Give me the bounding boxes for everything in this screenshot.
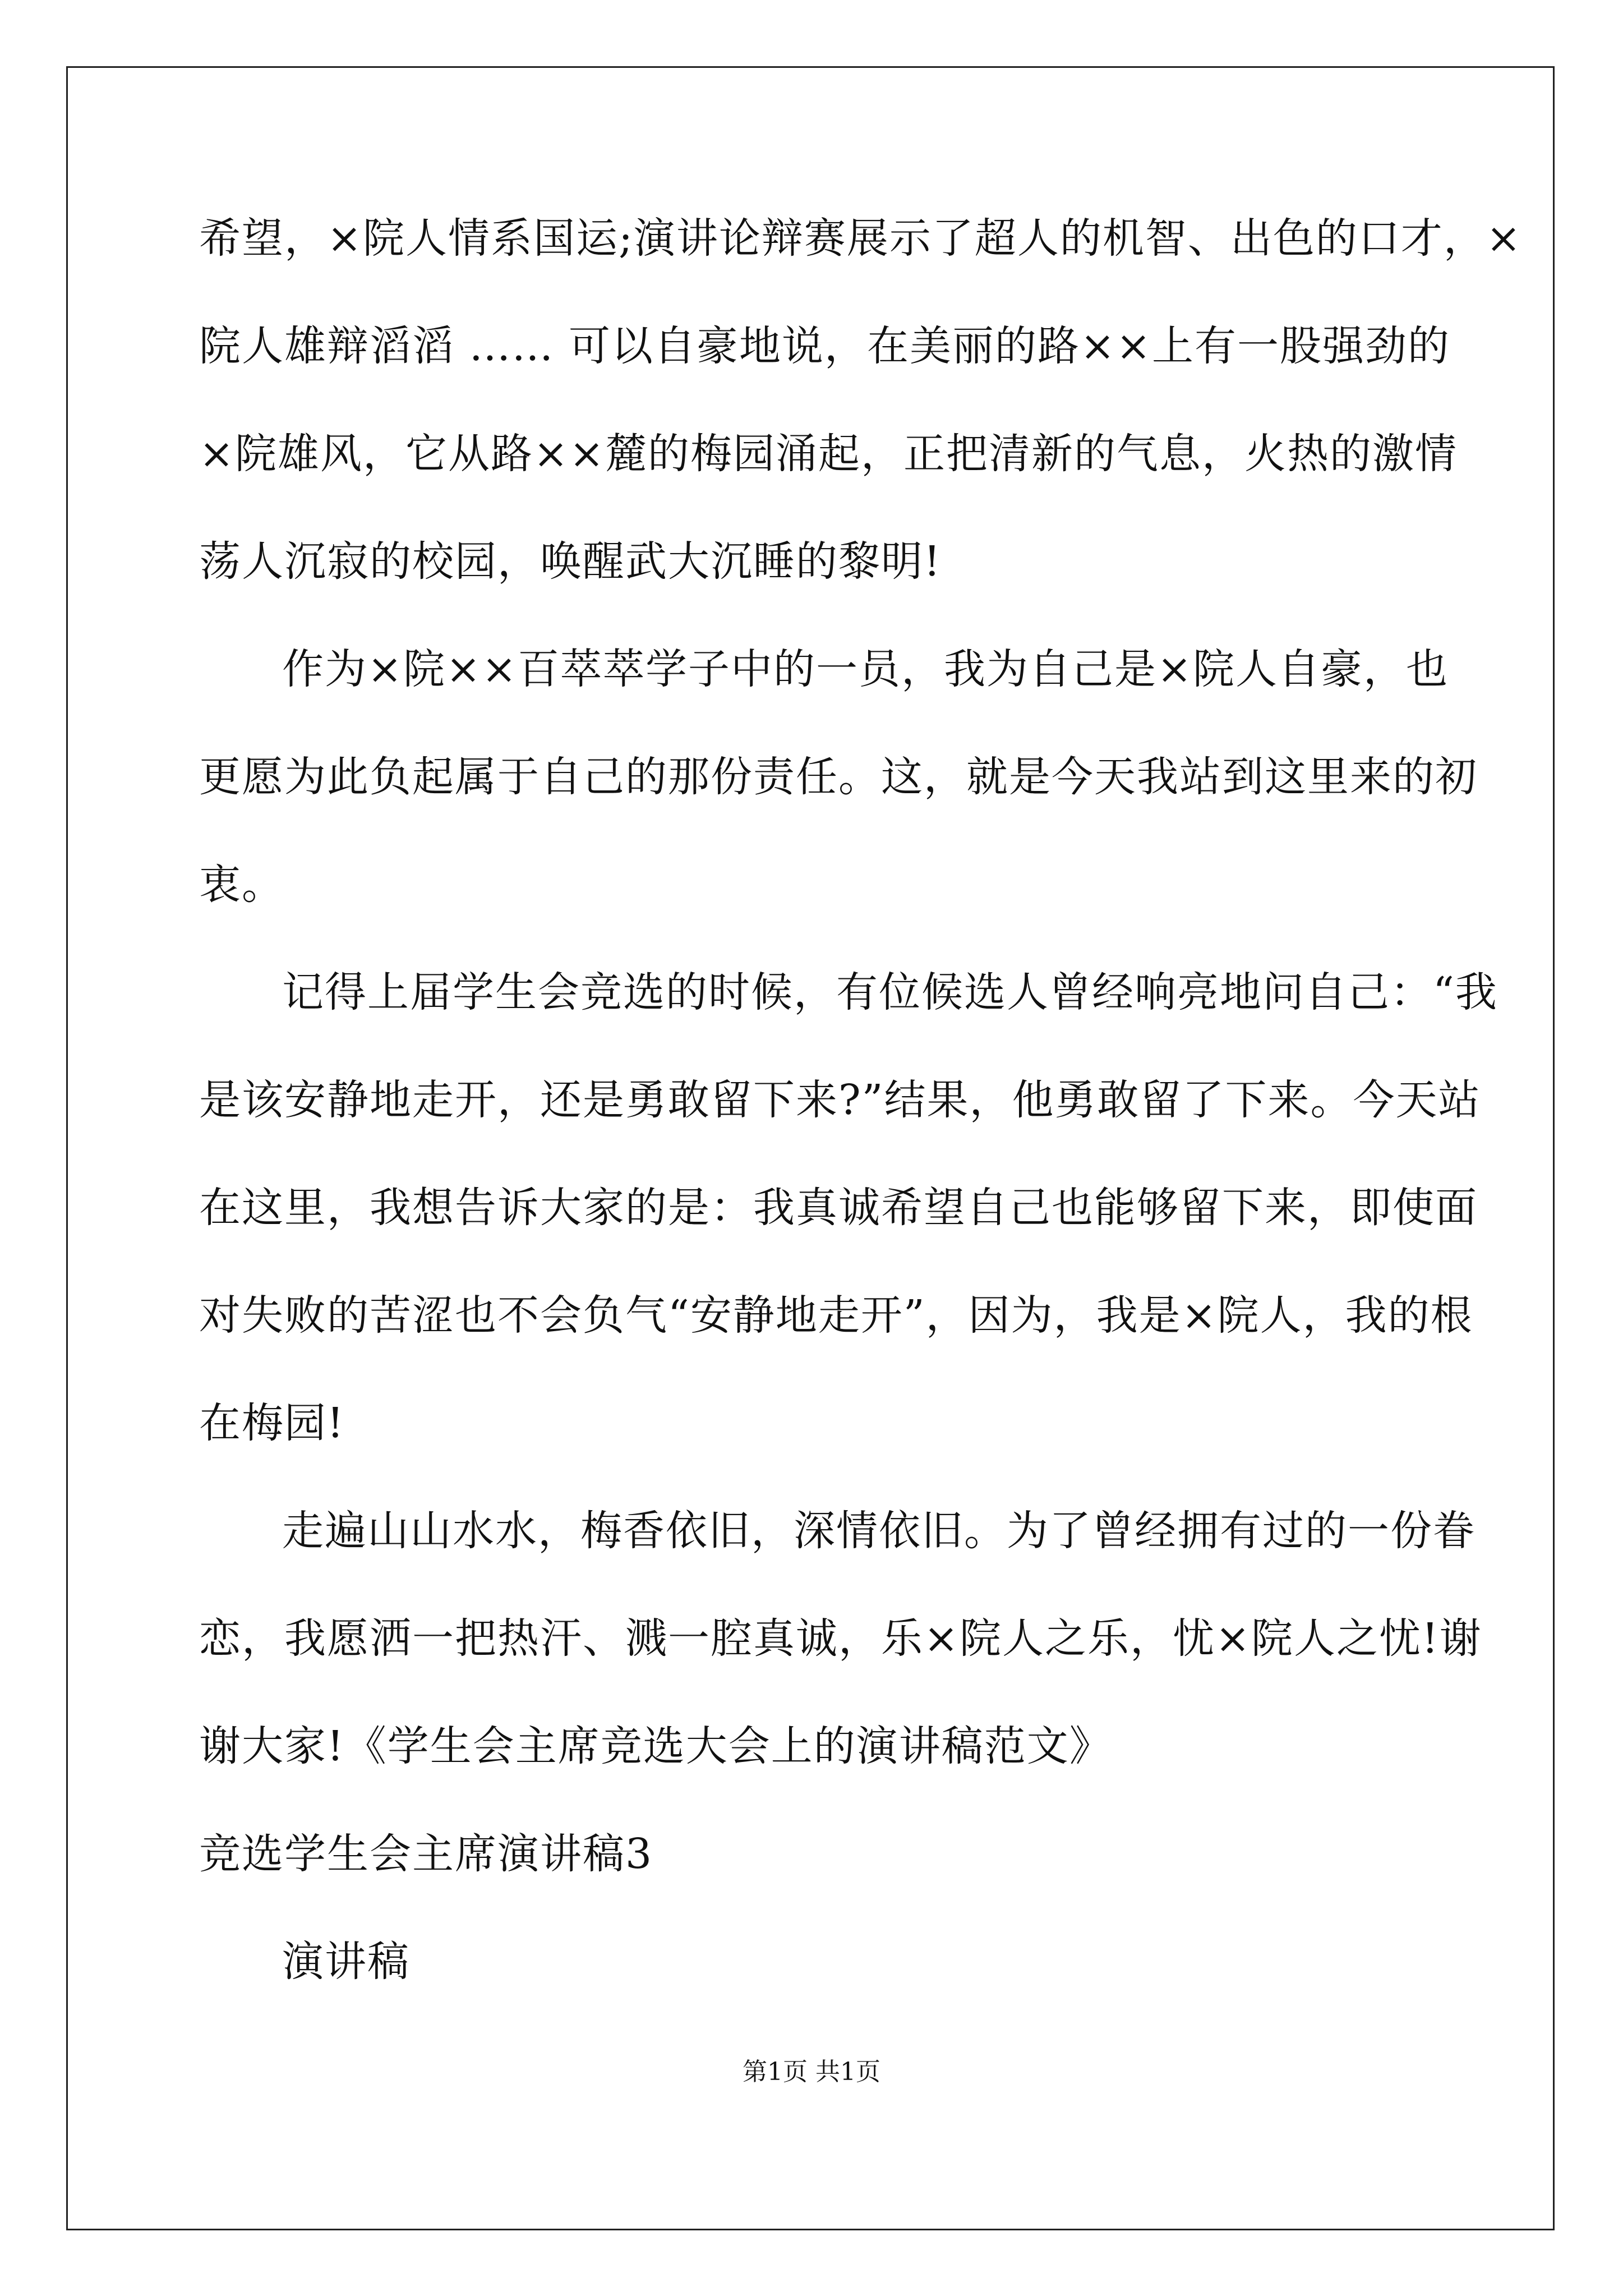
paragraph-first-line: 记得上届学生会竞选的时候，有位候选人曾经响亮地问自己：“我 bbox=[282, 968, 1498, 1016]
text-line: 恋，我愿洒一把热汗、溅一腔真诚，乐×院人之乐，忧×院人之忧!谢 bbox=[199, 1614, 1482, 1663]
paragraph-first-line: 演讲稿 bbox=[282, 1938, 410, 1986]
text-line: 荡人沉寂的校园，唤醒武大沉睡的黎明! bbox=[199, 537, 942, 586]
page-footer: 第1页 共1页 bbox=[743, 2058, 880, 2086]
text-line: ×院雄风，它从路××麓的梅园涌起，正把清新的气息，火热的激情 bbox=[199, 430, 1458, 478]
text-line: 是该安静地走开，还是勇敢留下来?”结果，他勇敢留了下来。今天站 bbox=[199, 1076, 1481, 1124]
section-heading: 竞选学生会主席演讲稿3 bbox=[199, 1830, 653, 1878]
text-line: 希望，×院人情系国运;演讲论辩赛展示了超人的机智、出色的口才，× bbox=[199, 214, 1522, 263]
paragraph-first-line: 作为×院××百萃萃学子中的一员，我为自己是×院人自豪，也 bbox=[282, 645, 1449, 693]
paragraph-first-line: 走遍山山水水，梅香依旧，深情依旧。为了曾经拥有过的一份眷 bbox=[282, 1507, 1476, 1555]
text-line: 更愿为此负起属于自己的那份责任。这，就是今天我站到这里来的初 bbox=[199, 753, 1478, 801]
text-line: 在梅园! bbox=[199, 1399, 345, 1447]
page-border bbox=[66, 66, 1555, 2230]
text-line: 在这里，我想告诉大家的是：我真诚希望自己也能够留下来，即使面 bbox=[199, 1184, 1478, 1232]
text-line: 衷。 bbox=[199, 861, 284, 909]
text-line: 对失败的苦涩也不会负气“安静地走开”，因为，我是×院人，我的根 bbox=[199, 1291, 1473, 1340]
text-line: 院人雄辩滔滔 …… 可以自豪地说，在美丽的路××上有一股强劲的 bbox=[199, 322, 1451, 370]
text-line: 谢大家!《学生会主席竞选大会上的演讲稿范文》 bbox=[199, 1722, 1112, 1770]
